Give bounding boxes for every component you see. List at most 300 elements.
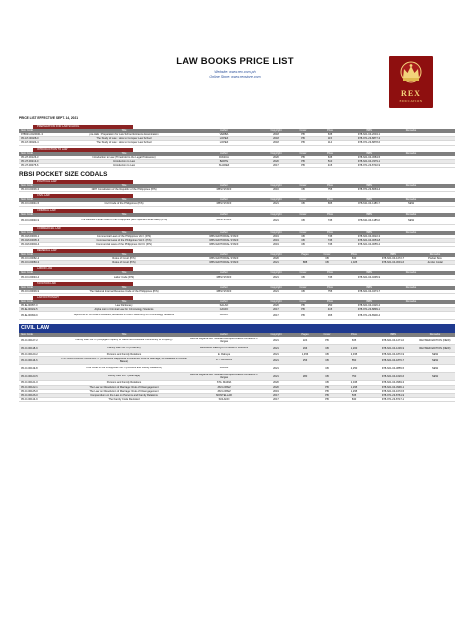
- column-header: Cover: [323, 333, 331, 337]
- table-cell: 978621-0420041-3: [21, 133, 43, 137]
- table-cell: 05-CO-00082-4: [21, 257, 40, 261]
- column-header: Cover: [323, 253, 331, 257]
- category-label: CRIMINAL LAW: [33, 209, 133, 213]
- table-cell: 635: [351, 339, 357, 343]
- table-cell: 2021: [273, 375, 279, 379]
- table-cell: CB: [325, 375, 329, 379]
- column-header: Price: [351, 333, 357, 337]
- column-header: Title: [121, 285, 127, 289]
- table-cell: 745: [327, 218, 333, 222]
- table-cell: 115: [327, 137, 333, 141]
- table-cell: 1,295: [350, 389, 358, 393]
- column-header: ISBN: [365, 212, 373, 216]
- table-cell: 978-971-23-8761-9: [381, 394, 405, 398]
- table-cell: 978-621-04-1271-0: [381, 339, 405, 343]
- table-cell: 978-971-23-8899-1: [357, 308, 381, 312]
- table-cell: 978-621-04-3684-5: [357, 155, 381, 159]
- table-cell: NEW: [431, 359, 439, 363]
- column-header: Author: [220, 151, 228, 155]
- table-cell: 05-CI-00121-0: [21, 381, 38, 385]
- table-header: [19, 213, 455, 217]
- table-cell: 1,456: [301, 353, 309, 357]
- table-cell: RBSI EDITORIAL STAFF: [209, 234, 239, 238]
- table-cell: PB: [301, 303, 305, 307]
- table-cell: 978-621-04-1185-0: [357, 218, 380, 222]
- table-cell: PSYCHOLOGICAL INCAPACITY (A Genuine Happiness & Authentic Love of Marriage, Its Realities & Clinical Bases): [61, 358, 187, 363]
- table-cell: PB: [301, 133, 305, 137]
- table-cell: 05-CI-00122-1: [21, 385, 38, 389]
- table-cell: 05-UT-00075-6: [21, 164, 39, 168]
- table-cell: LOPEZ: [219, 141, 229, 145]
- table-cell: 05-CI-00118-9: [21, 347, 38, 351]
- table-cell: 05-CO-00039-9: [21, 289, 40, 293]
- column-header: Title: [121, 333, 127, 337]
- column-header: Copyright: [270, 129, 282, 132]
- column-header: ISBN: [365, 271, 373, 275]
- table-cell: GAVFF: [219, 314, 229, 317]
- table-cell: 2019: [273, 242, 279, 246]
- table-cell: 2020: [273, 257, 279, 261]
- table-cell: 05-HT-00126-3: [21, 155, 39, 159]
- column-header: Cover: [299, 285, 307, 289]
- column-header: Title: [121, 230, 127, 234]
- table-cell: 695: [327, 202, 333, 206]
- table-cell: 250: [327, 303, 333, 307]
- table-cell: RBSI EDITORIAL STAFF: [209, 261, 239, 265]
- table-cell: PB: [301, 164, 305, 168]
- table-cell: PB: [325, 394, 329, 398]
- column-header: ISBN: [365, 230, 373, 234]
- table-cell: E. Rabuya: [217, 353, 231, 357]
- column-header: Copyright: [270, 285, 282, 289]
- table-cell: PB: [325, 385, 329, 389]
- table-cell: RBSI EDITORIAL STAFF: [209, 257, 239, 261]
- table-cell: 2021: [273, 202, 279, 206]
- table-cell: 2019: [273, 234, 279, 238]
- column-header: Cover: [299, 230, 307, 234]
- table-cell: 05-CI-00123-5: [21, 375, 38, 379]
- table-cell: 978-621-04-0055-2: [357, 242, 381, 246]
- table-row[interactable]: [19, 337, 455, 345]
- column-header: Author: [220, 230, 228, 234]
- table-row[interactable]: [19, 357, 455, 365]
- column-header: Copyright: [270, 230, 282, 234]
- table-cell: 256: [302, 359, 308, 363]
- table-cell: JIM LOPEZ: [217, 385, 231, 389]
- table-cell: Family Law Vol. II (Conjugal Property of Gains and Absolute Community of Property): [75, 339, 173, 342]
- table-cell: 05-CO-00040-9: [21, 218, 40, 222]
- table-cell: Persons and Family Relations: [106, 353, 142, 357]
- table-cell: 978-621-04-0022-3: [357, 234, 381, 238]
- table-row[interactable]: [19, 202, 455, 206]
- column-header: Remarks: [405, 198, 417, 202]
- table-row[interactable]: [19, 290, 455, 294]
- table-cell: 745: [327, 234, 333, 238]
- table-cell: 2019: [273, 389, 279, 393]
- table-cell: 2016: [273, 188, 279, 192]
- website-text[interactable]: Website: www.rex.com.ph: [214, 70, 256, 74]
- column-header: Cover: [299, 198, 307, 202]
- column-header: Cover: [299, 212, 307, 216]
- table-cell: Alpha List in Criminal Law for Criminology Students: [94, 308, 154, 312]
- table-cell: 05-CO-00083-3: [21, 261, 40, 265]
- table-cell: PB: [325, 389, 329, 393]
- table-cell: 05-CM-00093-1: [21, 234, 40, 238]
- table-cell: 05-IE-00090-9: [21, 314, 38, 318]
- table-cell: PB: [301, 159, 305, 163]
- column-header: Title: [121, 299, 127, 303]
- table-cell: PB: [325, 398, 329, 402]
- column-header: Author: [220, 333, 228, 337]
- table-cell: 280: [302, 375, 308, 379]
- table-cell: Labor Code (P/S): [113, 275, 135, 279]
- table-cell: 2,045: [350, 381, 358, 385]
- table-cell: 2020: [273, 385, 279, 389]
- table-cell: 2021: [273, 339, 279, 343]
- column-header: Author: [220, 253, 228, 257]
- table-cell: CB: [325, 257, 329, 261]
- logo-subtext: EDUCATION: [399, 99, 423, 103]
- table-cell: RBSI STAFF: [216, 188, 232, 192]
- column-header: ISBN: [365, 299, 373, 303]
- column-header: Cover: [299, 299, 307, 303]
- column-header: Item Code: [21, 230, 33, 234]
- category-label: PREPARATION FOR LAW SCHOOL: [33, 125, 133, 129]
- table-cell: 1987 Constitution of the Republic of the Philippines (P/S): [91, 188, 157, 192]
- column-header: Price: [327, 212, 333, 216]
- table-cell: PB: [301, 155, 305, 159]
- column-header: Title: [121, 253, 127, 257]
- table-cell: 365: [327, 314, 333, 318]
- table-cell: PARAS: [219, 367, 229, 370]
- table-row[interactable]: [19, 312, 455, 320]
- table-cell: 535: [351, 394, 357, 398]
- table-cell: 05-CI-00119-8: [21, 367, 38, 371]
- table-cell: 840: [351, 398, 357, 402]
- table-cell: 755: [327, 289, 333, 293]
- table-cell: 745: [327, 275, 333, 279]
- column-header: ISBN: [365, 285, 373, 289]
- table-cell: 2021: [273, 218, 279, 222]
- column-header: Item Code: [21, 271, 33, 275]
- table-cell: CB: [325, 367, 329, 371]
- page-title: LAW BOOKS PRICE LIST: [176, 56, 294, 67]
- column-header: Price: [327, 184, 333, 188]
- table-cell: 888: [302, 261, 308, 265]
- table-cell: SALAO: [219, 303, 229, 307]
- table-cell: 978-621-04-1876-7: [381, 359, 405, 363]
- table-cell: 05-CO-00036-3: [21, 188, 40, 192]
- column-header: Cover: [299, 271, 307, 275]
- table-cell: 2017: [273, 308, 279, 312]
- table-row[interactable]: [19, 398, 455, 402]
- price-list: [19, 123, 455, 402]
- table-cell: Introduction to Law: [113, 164, 135, 168]
- column-header: Remarks: [405, 285, 417, 289]
- table-cell: 2017: [273, 398, 279, 402]
- table-cell: 978-971-23-8900-4: [357, 314, 381, 318]
- table-cell: The Law on Dissolution of Marriage: Rule of Disengagement: [89, 389, 159, 393]
- table-cell: 2017: [273, 314, 279, 318]
- table-row[interactable]: [19, 243, 455, 247]
- column-header: Cover: [299, 184, 307, 188]
- table-cell: 978-621-04-1872-9: [381, 353, 405, 357]
- table-cell: 296: [302, 347, 308, 351]
- table-cell: 2021: [273, 347, 279, 351]
- table-row[interactable]: [19, 365, 455, 373]
- table-cell: CB: [301, 238, 305, 242]
- table-cell: 05-IE-00057-0: [21, 303, 38, 307]
- table-cell: 978-621-04-0473-7: [357, 289, 381, 293]
- table-cell: PB: [301, 137, 305, 141]
- crown-icon: [397, 60, 425, 88]
- table-cell: RBSI STAFF: [216, 218, 232, 221]
- table-cell: VERBA: [219, 133, 229, 137]
- column-header: Price: [327, 285, 333, 289]
- table-row[interactable]: [19, 261, 455, 265]
- table-cell: 2018: [273, 133, 279, 137]
- table-cell: CB: [325, 353, 329, 357]
- table-cell: RBSI STAFF: [216, 202, 232, 206]
- table-row[interactable]: [19, 188, 455, 192]
- column-header: Remarks: [405, 184, 417, 188]
- table-cell: The National Internal Revenue Code of the Philippines (P/S): [89, 289, 159, 293]
- table-cell: 415: [327, 164, 333, 168]
- column-header: ISBN: [389, 253, 397, 257]
- table-cell: 2017: [273, 164, 279, 168]
- table-cell: 2020: [273, 159, 279, 163]
- table-cell: Law Dictionary: [115, 303, 133, 307]
- table-cell: 415: [327, 308, 333, 312]
- column-header: Copyright: [270, 212, 282, 216]
- table-row[interactable]: [19, 164, 455, 168]
- column-header: Price: [351, 253, 357, 257]
- table-cell: Jumbo Codal: [427, 261, 443, 265]
- table-cell: Commercial Laws of the Philippines Vol II. (P/S): [96, 238, 152, 242]
- column-header: Copyright: [270, 333, 282, 337]
- column-header: Cover: [299, 151, 307, 155]
- column-header: Price: [327, 129, 333, 132]
- table-cell: 978-621-04-2004-1: [357, 133, 381, 137]
- table-row[interactable]: [19, 345, 455, 353]
- table-cell: GAVFF: [219, 308, 229, 312]
- table-cell: 745: [327, 242, 333, 246]
- rex-education-logo: [389, 56, 433, 108]
- table-cell: 2021: [273, 359, 279, 363]
- category-label: TAXATION LAW: [33, 282, 133, 286]
- table-cell: 978-621-04-3855-5: [381, 367, 405, 371]
- table-cell: STA. MARIA: [216, 381, 232, 385]
- table-cell: 550: [351, 359, 357, 363]
- column-header: Copyright: [270, 299, 282, 303]
- category-label: REMEDIAL LAW: [33, 249, 133, 253]
- table-row[interactable]: [19, 217, 455, 225]
- table-cell: Katrina Legarda Ma. Soledad Deriquito-Mawis Flordeliza C. Vargas: [189, 374, 259, 379]
- table-cell: NEW: [431, 353, 439, 357]
- column-header: Author: [220, 184, 228, 188]
- table-cell: Commercial Laws of the Philippines Vol III. (P/S): [96, 242, 152, 246]
- table-cell: JIM LOPEZ: [217, 389, 231, 393]
- table-cell: 978-621-04-1620-6: [381, 375, 405, 379]
- table-cell: 05-IE-00022-5: [21, 308, 38, 312]
- column-header: Price: [327, 271, 333, 275]
- column-header: Remarks: [405, 129, 417, 132]
- table-cell: 224: [302, 339, 308, 343]
- table-cell: Compendium on the Law on Persons and Family Relations: [90, 394, 158, 398]
- table-cell: 2020: [273, 381, 279, 385]
- table-cell: 1,025: [350, 261, 358, 265]
- category-label: LAW DICTIONARY: [33, 296, 133, 300]
- column-header: Author: [220, 212, 228, 216]
- table-cell: 2017: [273, 394, 279, 398]
- table-cell: NEW: [407, 202, 415, 206]
- table-cell: SOLANO: [218, 398, 230, 402]
- column-header: Pages: [301, 253, 309, 257]
- table-cell: D. TUMURAN: [215, 359, 233, 362]
- table-cell: 2,250: [350, 367, 358, 371]
- table-cell: Rules of Court (P/S): [112, 257, 136, 261]
- table-row[interactable]: [19, 373, 455, 381]
- table-cell: The Revised Penal Code of the Philippines (with Special Penal Laws) (P/S): [80, 218, 168, 221]
- column-header: Remarks: [405, 271, 417, 275]
- column-header: Remarks: [429, 333, 441, 337]
- online-store-text[interactable]: Online Store: www.rexstore.com: [209, 75, 261, 79]
- column-header: Copyright: [270, 184, 282, 188]
- table-cell: Civil Code of the Philippines (P/S): [104, 202, 144, 206]
- table-cell: CB: [301, 234, 305, 238]
- table-cell: 05-CO-00041-5: [21, 202, 40, 206]
- column-header: Remarks: [405, 299, 417, 303]
- table-row[interactable]: [19, 141, 455, 145]
- column-header: Author: [220, 198, 228, 202]
- column-header: Item Code: [21, 253, 33, 257]
- category-label: POLITICAL LAW: [33, 180, 133, 184]
- table-cell: Pocket Size: [428, 257, 442, 261]
- table-cell: 2020: [273, 303, 279, 307]
- column-header: Remarks: [429, 253, 441, 257]
- table-cell: 978-621-04-3379-1: [357, 159, 381, 163]
- table-cell: REVISED EDITION (NEW): [419, 339, 451, 343]
- table-cell: Civil Code of the Philippines Vol. I (Persons and Family Relations): [86, 367, 162, 370]
- table-cell: Katrina Legarda Ma. Soledad Deriquito-Mawis Flordeliza C. Vargas: [189, 337, 259, 343]
- table-cell: PB: [301, 308, 305, 312]
- table-cell: 2021: [273, 367, 279, 371]
- column-header: Copyright: [270, 198, 282, 202]
- column-header: ISBN: [365, 151, 373, 155]
- table-cell: 978-621-04-0053-8: [357, 238, 381, 242]
- column-header: ISBN: [365, 129, 373, 132]
- table-cell: 750: [351, 375, 357, 379]
- table-cell: 2021: [273, 289, 279, 293]
- table-cell: CB: [325, 381, 329, 385]
- column-header: Price: [327, 198, 333, 202]
- category-label: LABOR LAW: [33, 267, 133, 271]
- table-cell: 978-971-23-8717-1: [381, 398, 405, 402]
- table-cell: 2018: [273, 141, 279, 145]
- table-cell: CB: [301, 242, 305, 246]
- column-header: Cover: [299, 129, 307, 132]
- table-cell: 978-971-23-8063-4: [357, 188, 381, 192]
- column-header: ISBN: [389, 333, 397, 337]
- column-header: Remarks: [405, 151, 417, 155]
- column-header: Price: [327, 230, 333, 234]
- table-cell: 05-GT-00024-4: [21, 141, 39, 145]
- table-cell: RBSI EDITORIAL STAFF: [209, 238, 239, 242]
- column-header: Author: [220, 299, 228, 303]
- column-header: Copyright: [270, 271, 282, 275]
- column-header: ISBN: [365, 198, 373, 202]
- table-cell: 630: [351, 257, 357, 261]
- table-cell: 05-CM-00094-4: [21, 242, 40, 246]
- table-cell: NEW: [431, 367, 439, 371]
- column-header: Title: [121, 271, 127, 275]
- table-cell: CB: [301, 202, 305, 206]
- column-header: Pages: [301, 333, 309, 337]
- column-header: Item Code: [21, 129, 33, 132]
- table-cell: The Study of Law : How to Conquer Law School: [96, 137, 152, 141]
- column-header: Author: [220, 271, 228, 275]
- table-cell: CB: [301, 188, 305, 192]
- column-header: Author: [220, 285, 228, 289]
- table-cell: CB: [325, 261, 329, 265]
- logo-wordmark: REX: [401, 89, 421, 98]
- table-cell: 05-CI-00120-2: [21, 353, 38, 357]
- table-cell: 1,295: [350, 385, 358, 389]
- column-header: Copyright: [270, 151, 282, 155]
- table-cell: 05-CO-00043-4: [21, 275, 40, 279]
- table-cell: 114: [327, 141, 333, 145]
- table-cell: 978-621-04-1272-7: [381, 257, 405, 261]
- table-cell: 978-621-04-1186-7: [357, 202, 380, 206]
- table-cell: 05-CI-00113-9: [21, 398, 38, 402]
- table-cell: CB: [301, 289, 305, 293]
- column-header: Price: [327, 151, 333, 155]
- table-cell: NEW: [407, 218, 415, 222]
- column-header: Remarks: [405, 230, 417, 234]
- table-cell: 635: [327, 133, 333, 137]
- table-cell: SUAREZ: [218, 164, 230, 168]
- table-cell: CB: [325, 359, 329, 363]
- table-header: [19, 333, 455, 337]
- category-label: COMMERCIAL LAW: [33, 227, 133, 231]
- table-cell: Introduction to Law: [113, 159, 135, 163]
- table-cell: BARTE: [219, 159, 229, 163]
- category-label: CIVIL LAW: [33, 194, 133, 198]
- table-cell: PB: [301, 314, 305, 318]
- table-cell: The Family Code Revisited: [108, 398, 140, 402]
- table-row[interactable]: [19, 275, 455, 279]
- table-cell: RBSI STAFF: [216, 275, 232, 279]
- column-header: Item Code: [21, 285, 33, 289]
- column-header: Copyright: [270, 253, 282, 257]
- column-header: ISBN: [365, 184, 373, 188]
- table-cell: 05-CM-00095-3: [21, 238, 40, 242]
- column-header: Item Code: [21, 184, 33, 188]
- table-cell: 635: [327, 155, 333, 159]
- table-cell: CB: [301, 218, 305, 222]
- column-header: Remarks: [405, 212, 417, 216]
- column-header: Item Code: [21, 212, 33, 216]
- table-cell: 05-UT-00213-0: [21, 159, 39, 163]
- table-cell: 745: [327, 238, 333, 242]
- table-cell: 05-GT-00028-0: [21, 137, 39, 141]
- column-header: Title: [121, 212, 127, 216]
- column-header: Item Code: [21, 151, 33, 155]
- section-title-bar: CIVIL LAW: [19, 324, 455, 333]
- table-cell: Introduction to Law (Threshold to the Legal Profession): [92, 155, 156, 159]
- table-cell: 978-971-23-8877-3: [357, 137, 381, 141]
- table-cell: 05-CI-00126-0: [21, 394, 38, 398]
